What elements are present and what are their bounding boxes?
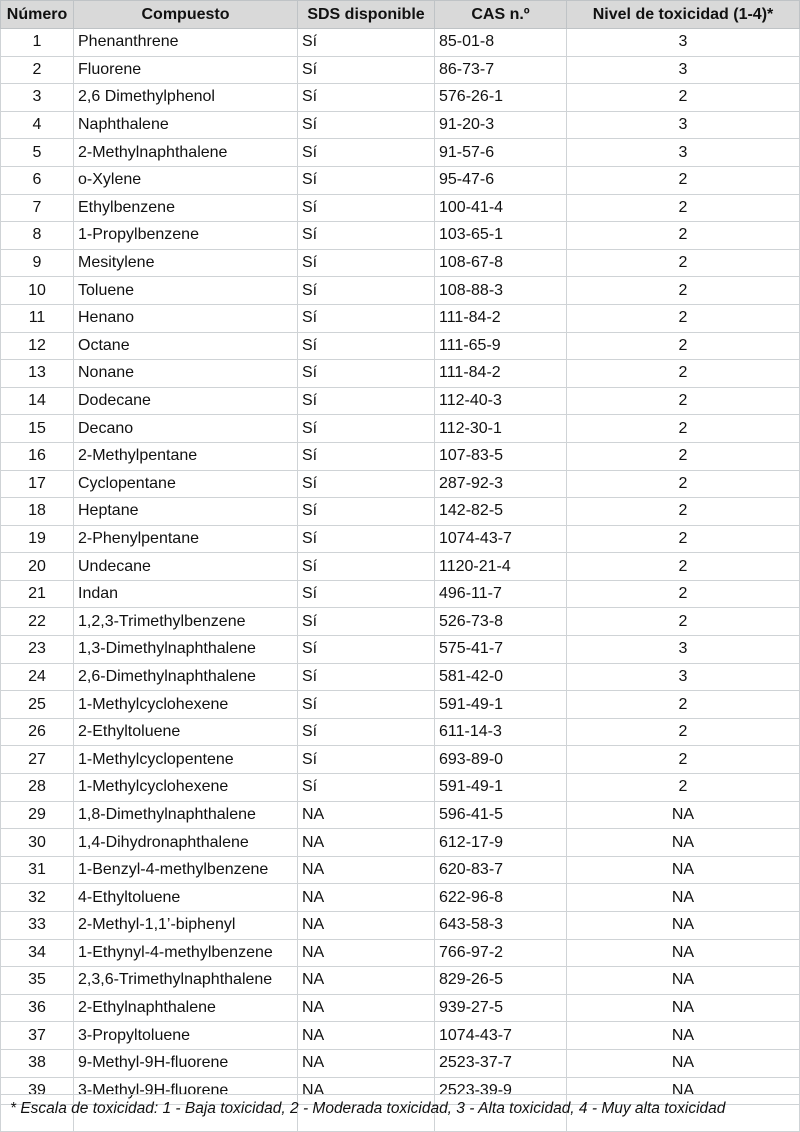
cell-toxicidad: NA: [567, 912, 800, 940]
cell-sds: Sí: [298, 29, 435, 57]
cell-toxicidad: 2: [567, 277, 800, 305]
cell-sds: NA: [298, 939, 435, 967]
table-body: [1, 29, 800, 1132]
cell-sds: NA: [298, 1077, 435, 1105]
table-row: [1, 498, 800, 526]
cell-cas: 2523-37-7: [435, 1049, 567, 1077]
table-row: [1, 111, 800, 139]
cell-sds: Sí: [298, 166, 435, 194]
cell-toxicidad: 2: [567, 553, 800, 581]
cell-sds: Sí: [298, 718, 435, 746]
cell-sds: Sí: [298, 470, 435, 498]
table-row: [1, 801, 800, 829]
cell-sds: NA: [298, 801, 435, 829]
table-row: [1, 912, 800, 940]
cell-cas: 112-30-1: [435, 415, 567, 443]
cell-cas: 2523-39-9: [435, 1077, 567, 1105]
cell-cas: 111-65-9: [435, 332, 567, 360]
cell-numero: 9: [1, 249, 74, 277]
table-header-row: [1, 1, 800, 29]
cell-toxicidad: 3: [567, 111, 800, 139]
cell-sds: Sí: [298, 194, 435, 222]
table-row: [1, 663, 800, 691]
cell-cas: 91-57-6: [435, 139, 567, 167]
table-row: [1, 277, 800, 305]
cell-sds: Sí: [298, 415, 435, 443]
cell-compuesto: 1,2,3-Trimethylbenzene: [74, 608, 298, 636]
table-row: [1, 939, 800, 967]
table-row: [1, 580, 800, 608]
cell-cas: 575-41-7: [435, 636, 567, 664]
cell-compuesto: 4-Ethyltoluene: [74, 884, 298, 912]
cell-toxicidad: 2: [567, 718, 800, 746]
header-sds: SDS disponible: [298, 1, 435, 29]
cell-toxicidad: 2: [567, 580, 800, 608]
cell-numero: 15: [1, 415, 74, 443]
cell-toxicidad: NA: [567, 967, 800, 995]
table-row: [1, 442, 800, 470]
cell-numero: 4: [1, 111, 74, 139]
cell-sds: Sí: [298, 249, 435, 277]
cell-toxicidad: 2: [567, 249, 800, 277]
cell-compuesto: 2-Methyl-1,1’-biphenyl: [74, 912, 298, 940]
cell-toxicidad: 2: [567, 691, 800, 719]
cell-numero: 16: [1, 442, 74, 470]
cell-cas: 612-17-9: [435, 829, 567, 857]
cell-toxicidad: 2: [567, 304, 800, 332]
cell-cas: 287-92-3: [435, 470, 567, 498]
cell-numero: 38: [1, 1049, 74, 1077]
table-row: [1, 387, 800, 415]
cell-compuesto: Henano: [74, 304, 298, 332]
cell-toxicidad: NA: [567, 939, 800, 967]
cell-compuesto: 1-Methylcyclohexene: [74, 774, 298, 802]
table-row: [1, 56, 800, 84]
cell-compuesto: Decano: [74, 415, 298, 443]
table-row: [1, 1049, 800, 1077]
cell-cas: 142-82-5: [435, 498, 567, 526]
cell-numero: 5: [1, 139, 74, 167]
cell-compuesto: Ethylbenzene: [74, 194, 298, 222]
cell-cas: 112-40-3: [435, 387, 567, 415]
cell-toxicidad: 2: [567, 608, 800, 636]
cell-numero: 12: [1, 332, 74, 360]
cell-toxicidad: 2: [567, 498, 800, 526]
cell-numero: 36: [1, 994, 74, 1022]
cell-sds: Sí: [298, 442, 435, 470]
table-row: [1, 856, 800, 884]
table-row: [1, 332, 800, 360]
cell-toxicidad: NA: [567, 856, 800, 884]
cell-compuesto: 1,3-Dimethylnaphthalene: [74, 636, 298, 664]
cell-sds: Sí: [298, 304, 435, 332]
cell-cas: 581-42-0: [435, 663, 567, 691]
table-row: [1, 608, 800, 636]
cell-compuesto: 1,8-Dimethylnaphthalene: [74, 801, 298, 829]
cell-toxicidad: 2: [567, 470, 800, 498]
cell-cas: 1074-43-7: [435, 525, 567, 553]
cell-cas: 496-11-7: [435, 580, 567, 608]
cell-sds: Sí: [298, 553, 435, 581]
cell-sds: NA: [298, 856, 435, 884]
cell-sds: Sí: [298, 84, 435, 112]
cell-sds: Sí: [298, 56, 435, 84]
cell-cas: 1120-21-4: [435, 553, 567, 581]
cell-cas: 108-67-8: [435, 249, 567, 277]
cell-cas: 693-89-0: [435, 746, 567, 774]
cell-cas: 611-14-3: [435, 718, 567, 746]
cell-numero: 33: [1, 912, 74, 940]
table-row: [1, 691, 800, 719]
cell-sds: Sí: [298, 277, 435, 305]
cell-sds: NA: [298, 884, 435, 912]
cell-sds: Sí: [298, 608, 435, 636]
cell-numero: 25: [1, 691, 74, 719]
cell-numero: 7: [1, 194, 74, 222]
cell-compuesto: 1-Propylbenzene: [74, 222, 298, 250]
cell-toxicidad: 2: [567, 166, 800, 194]
cell-compuesto: 1-Ethynyl-4-methylbenzene: [74, 939, 298, 967]
cell-cas: 95-47-6: [435, 166, 567, 194]
cell-compuesto: Mesitylene: [74, 249, 298, 277]
table-row: [1, 884, 800, 912]
cell-toxicidad: 3: [567, 663, 800, 691]
table-row: [1, 415, 800, 443]
cell-numero: 29: [1, 801, 74, 829]
cell-toxicidad: 2: [567, 774, 800, 802]
cell-numero: 39: [1, 1077, 74, 1105]
cell-toxicidad: 2: [567, 415, 800, 443]
cell-compuesto: 2-Ethylnaphthalene: [74, 994, 298, 1022]
cell-numero: 31: [1, 856, 74, 884]
cell-cas: 108-88-3: [435, 277, 567, 305]
cell-numero: 3: [1, 84, 74, 112]
cell-toxicidad: 2: [567, 84, 800, 112]
cell-cas: 643-58-3: [435, 912, 567, 940]
table-row: [1, 718, 800, 746]
cell-numero: 26: [1, 718, 74, 746]
table-row: [1, 360, 800, 388]
cell-cas: 91-20-3: [435, 111, 567, 139]
toxicity-scale-footnote: * Escala de toxicidad: 1 - Baja toxicidad, 2 - Moderada toxicidad, 3 - Alta toxicidad, 4 - Muy alta toxicidad: [0, 1094, 799, 1122]
table-row: [1, 746, 800, 774]
cell-compuesto: 3-Propyltoluene: [74, 1022, 298, 1050]
table-row: [1, 222, 800, 250]
cell-sds: Sí: [298, 663, 435, 691]
cell-toxicidad: 3: [567, 56, 800, 84]
cell-toxicidad: NA: [567, 994, 800, 1022]
cell-numero: 21: [1, 580, 74, 608]
cell-sds: NA: [298, 967, 435, 995]
cell-cas: 829-26-5: [435, 967, 567, 995]
cell-compuesto: Toluene: [74, 277, 298, 305]
cell-toxicidad: 2: [567, 746, 800, 774]
cell-compuesto: Naphthalene: [74, 111, 298, 139]
cell-toxicidad: NA: [567, 884, 800, 912]
cell-cas: 103-65-1: [435, 222, 567, 250]
cell-sds: NA: [298, 1049, 435, 1077]
cell-toxicidad: 2: [567, 442, 800, 470]
table-row: [1, 249, 800, 277]
cell-cas: 86-73-7: [435, 56, 567, 84]
cell-toxicidad: 2: [567, 360, 800, 388]
cell-numero: 14: [1, 387, 74, 415]
cell-compuesto: Nonane: [74, 360, 298, 388]
cell-numero: 35: [1, 967, 74, 995]
header-numero: Número: [1, 1, 74, 29]
cell-numero: 13: [1, 360, 74, 388]
table-row: [1, 994, 800, 1022]
cell-toxicidad: 3: [567, 636, 800, 664]
cell-sds: Sí: [298, 498, 435, 526]
cell-compuesto: Undecane: [74, 553, 298, 581]
cell-compuesto: 1-Benzyl-4-methylbenzene: [74, 856, 298, 884]
cell-compuesto: Cyclopentane: [74, 470, 298, 498]
cell-compuesto: 2-Ethyltoluene: [74, 718, 298, 746]
cell-compuesto: 3-Methyl-9H-fluorene: [74, 1077, 298, 1105]
header-toxicidad: Nivel de toxicidad (1-4)*: [567, 1, 800, 29]
cell-cas: 596-41-5: [435, 801, 567, 829]
cell-compuesto: 1-Methylcyclohexene: [74, 691, 298, 719]
cell-cas: 766-97-2: [435, 939, 567, 967]
cell-sds: NA: [298, 912, 435, 940]
cell-numero: 22: [1, 608, 74, 636]
cell-cas: 620-83-7: [435, 856, 567, 884]
header-compuesto: Compuesto: [74, 1, 298, 29]
table-row: [1, 829, 800, 857]
cell-sds: NA: [298, 994, 435, 1022]
cell-compuesto: 2,3,6-Trimethylnaphthalene: [74, 967, 298, 995]
cell-cas: 526-73-8: [435, 608, 567, 636]
cell-compuesto: Heptane: [74, 498, 298, 526]
cell-numero: 8: [1, 222, 74, 250]
cell-numero: 17: [1, 470, 74, 498]
cell-toxicidad: 2: [567, 194, 800, 222]
cell-compuesto: Fluorene: [74, 56, 298, 84]
cell-numero: 10: [1, 277, 74, 305]
table-row: [1, 1022, 800, 1050]
cell-sds: Sí: [298, 774, 435, 802]
cell-toxicidad: NA: [567, 801, 800, 829]
cell-cas: 111-84-2: [435, 304, 567, 332]
cell-numero: 2: [1, 56, 74, 84]
cell-toxicidad: NA: [567, 1077, 800, 1105]
cell-numero: 6: [1, 166, 74, 194]
cell-toxicidad: 2: [567, 387, 800, 415]
table-row: [1, 967, 800, 995]
cell-sds: Sí: [298, 332, 435, 360]
cell-sds: NA: [298, 829, 435, 857]
cell-numero: 1: [1, 29, 74, 57]
cell-sds: Sí: [298, 580, 435, 608]
cell-toxicidad: NA: [567, 1022, 800, 1050]
cell-toxicidad: 3: [567, 29, 800, 57]
cell-cas: 100-41-4: [435, 194, 567, 222]
cell-compuesto: 1-Methylcyclopentene: [74, 746, 298, 774]
cell-sds: Sí: [298, 691, 435, 719]
cell-compuesto: 2-Phenylpentane: [74, 525, 298, 553]
cell-numero: 11: [1, 304, 74, 332]
cell-compuesto: o-Xylene: [74, 166, 298, 194]
cell-sds: Sí: [298, 636, 435, 664]
cell-numero: 32: [1, 884, 74, 912]
cell-cas: 576-26-1: [435, 84, 567, 112]
cell-sds: Sí: [298, 746, 435, 774]
cell-cas: 591-49-1: [435, 774, 567, 802]
cell-compuesto: 2,6-Dimethylnaphthalene: [74, 663, 298, 691]
cell-cas: 591-49-1: [435, 691, 567, 719]
cell-toxicidad: 2: [567, 525, 800, 553]
cell-toxicidad: 2: [567, 332, 800, 360]
cell-numero: 27: [1, 746, 74, 774]
cell-sds: Sí: [298, 387, 435, 415]
table-row: [1, 636, 800, 664]
cell-numero: 23: [1, 636, 74, 664]
cell-cas: 1074-43-7: [435, 1022, 567, 1050]
cell-sds: Sí: [298, 222, 435, 250]
table-row: [1, 84, 800, 112]
cell-numero: 19: [1, 525, 74, 553]
cell-numero: 30: [1, 829, 74, 857]
cell-sds: Sí: [298, 360, 435, 388]
cell-numero: 34: [1, 939, 74, 967]
table-row: [1, 525, 800, 553]
cell-numero: 18: [1, 498, 74, 526]
cell-compuesto: 2-Methylpentane: [74, 442, 298, 470]
cell-compuesto: 2-Methylnaphthalene: [74, 139, 298, 167]
cell-compuesto: 9-Methyl-9H-fluorene: [74, 1049, 298, 1077]
table-row: [1, 304, 800, 332]
cell-sds: NA: [298, 1022, 435, 1050]
cell-compuesto: Dodecane: [74, 387, 298, 415]
cell-toxicidad: NA: [567, 829, 800, 857]
cell-numero: 24: [1, 663, 74, 691]
cell-cas: 85-01-8: [435, 29, 567, 57]
cell-compuesto: Octane: [74, 332, 298, 360]
cell-cas: 622-96-8: [435, 884, 567, 912]
cell-toxicidad: 2: [567, 222, 800, 250]
cell-cas: 111-84-2: [435, 360, 567, 388]
cell-cas: 939-27-5: [435, 994, 567, 1022]
cell-toxicidad: 3: [567, 139, 800, 167]
table-row: [1, 774, 800, 802]
table-row: [1, 166, 800, 194]
cell-numero: 20: [1, 553, 74, 581]
cell-sds: Sí: [298, 139, 435, 167]
cell-numero: 37: [1, 1022, 74, 1050]
cell-toxicidad: NA: [567, 1049, 800, 1077]
table-row: [1, 29, 800, 57]
cell-sds: Sí: [298, 525, 435, 553]
cell-sds: Sí: [298, 111, 435, 139]
cell-compuesto: Indan: [74, 580, 298, 608]
cell-compuesto: 1,4-Dihydronaphthalene: [74, 829, 298, 857]
cell-numero: 28: [1, 774, 74, 802]
header-cas: CAS n.º: [435, 1, 567, 29]
table-row: [1, 553, 800, 581]
cell-compuesto: 2,6 Dimethylphenol: [74, 84, 298, 112]
table-row: [1, 139, 800, 167]
cell-cas: 107-83-5: [435, 442, 567, 470]
table-row: [1, 194, 800, 222]
cell-compuesto: Phenanthrene: [74, 29, 298, 57]
table-row: [1, 470, 800, 498]
